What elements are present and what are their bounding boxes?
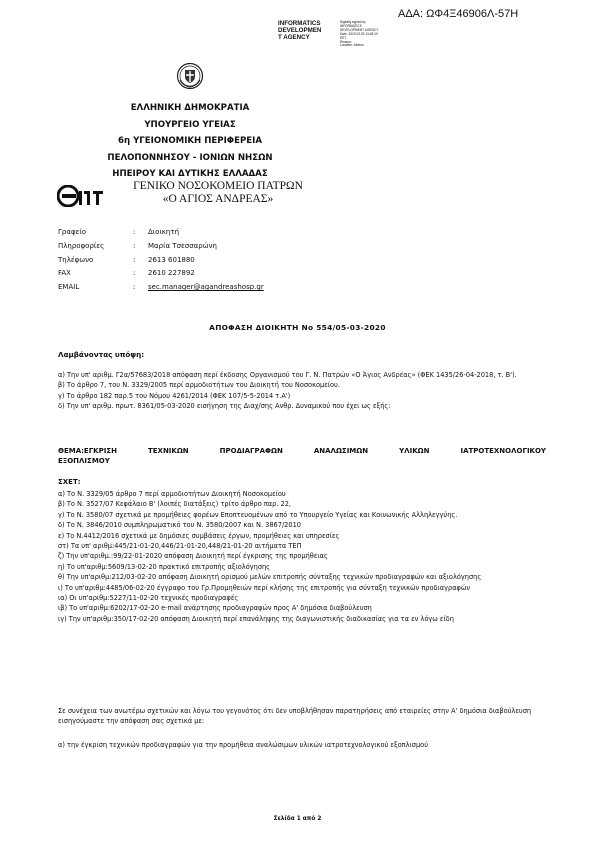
list-item: δ) Το Ν. 3846/2010 συμπληρωματικό του Ν. 3580/2007 και Ν. 3867/2010 — [58, 521, 301, 530]
list-item: γ) Το άρθρο 182 παρ.5 του Νόμου 4261/2014 (ΦΕΚ 107/5-5-2014 τ.Α') — [58, 391, 291, 400]
contact-info — [58, 226, 264, 295]
republic-header: ΕΛΛΗΝΙΚΗ ΔΗΜΟΚΡΑΤΙΑ ΥΠΟΥΡΓΕΙΟ ΥΓΕΙΑΣ 6η ΥΓΕΙΟΝΟΜΙΚΗ ΠΕΡΙΦΕΡΕΙΑ ΠΕΛΟΠΟΝΝΗΣΟΥ - ΙΟΝΙΩΝ ΝΗΣΩΝ ΗΠΕΙΡΟΥ ΚΑΙ ΔΥΤΙΚΗΣ ΕΛΛΑΔΑΣ — [107, 103, 273, 179]
list-item: ια) Οι υπ'αριθμ:5227/11-02-20 τεχνικές προδιαγραφές — [58, 594, 239, 603]
page-footer: Σελίδα 1 από 2 — [273, 816, 322, 822]
list-item: β) Το άρθρο 7, του Ν. 3329/2005 περί αρμοδιοτήτων του Διοικητή του Νοσοκομείου. — [58, 381, 340, 390]
considerations-list — [58, 370, 546, 411]
email-link[interactable]: sec.manager@agandreashosp.gr — [148, 283, 264, 292]
list-item: γ) Το Ν. 3580/07 σχετικά με προμήθειες φορέων Εποπτευομένων από το Υπουργείο Υγείας και Κοινωνικής Αλληλεγγύης. — [58, 510, 458, 519]
greek-emblem-icon — [176, 62, 204, 90]
list-item: ε) Το Ν.4412/2016 σχετικά με δημόσιες συμβάσεις έργων, προμήθειες και υπηρεσίες — [58, 531, 340, 540]
decision-title: ΑΠΟΦΑΣΗ ΔΙΟΙΚΗΤΗ Νο 554/05-03-2020 — [209, 323, 386, 332]
item-a: α) την έγκριση τεχνικών προδιαγραφών για την προμήθεια αναλώσιμων υλικών ιατροτεχνολογικού εξοπλισμού — [58, 741, 429, 749]
list-item: ζ) Την υπ'αριθμ.:99/22-01-2020 απόφαση Διοικητή περί έγκρισης της προμήθειας — [58, 552, 328, 561]
list-item: ι) Το υπ'αριθμ:4485/06-02-20 έγγραφο του Γρ.Προμηθειών περί κλήσης της επιτροπής για σύνταξη τεχνικών προδιαγραφών — [58, 583, 471, 592]
contact-row-info: Πληροφορίες : Μαρία Τσεσσαρώνη — [58, 241, 217, 250]
references-list — [58, 489, 548, 624]
list-item: α) Το Ν. 3329/05 άρθρο 7 περί αρμοδιοτήτων Διοικητή Νοσοκομείου — [58, 490, 286, 498]
list-item: η) Το υπ'αριθμ:5609/13-02-20 πρακτικό επιτροπής αξιολόγησης — [58, 562, 271, 571]
diavgeia-signature-details: Digitally signed by INFORMATICS DEVELOPMENT AGENCY Date: 2020.03.05 13:48:19 EET Reason: Location: Athens — [340, 20, 379, 48]
list-item: δ) Την υπ' αριθμ. πρωτ. 8361/05-03-2020 εισήγηση της Διαχ/σης Ανθρ. Δυναμικού που έχει ως εξής: — [58, 401, 391, 410]
related-heading: ΣΧΕΤ: — [58, 478, 81, 486]
hospital-name: ΓΕΝΙΚΟ ΝΟΣΟΚΟΜΕΙΟ ΠΑΤΡΩΝ «Ο ΑΓΙΟΣ ΑΝΔΡΕΑΣ» — [133, 180, 303, 205]
list-item: στ) Τα υπ' αριθμ:445/21-01-20,446/21-01-20,448/21-01-20 αιτήματα ΤΕΠ — [58, 542, 302, 551]
list-item: ιγ) Την υπ'αριθμ:350/17-02-20 απόφαση Διοικητή περί επανάληψης της διαγωνιστικής διαδικασίας για τα εν λόγω είδη — [58, 614, 454, 623]
list-item: β) Το Ν. 3527/07 Κεφάλαιο Β' (λοιπές διατάξεις) τρίτο άρθρο παρ. 22, — [58, 500, 291, 509]
contact-row-email: EMAIL : sec.manager@agandreashosp.gr — [58, 281, 264, 295]
diavgeia-signature: INFORMATICS DEVELOPMEN T AGENCY — [278, 20, 322, 41]
hospital-logo-icon — [57, 185, 107, 207]
conclusion-paragraph: Σε συνέχεια των ανωτέρω σχετικών και λόγω του γεγονότος ότι δεν υποβλήθησαν παρατηρήσεις από εταιρείες στην Α' δημόσια διαβούλευση εισηγούμαστε την απόφαση σας σχετικά με: — [58, 707, 532, 726]
list-item: ιβ) Το υπ'αριθμ:6202/17-02-20 e-mail ανάρτησης προδιαγραφών προς Α' δημόσια διαβούλευση — [58, 604, 372, 613]
list-item: θ) Την υπ'αριθμ:212/03-02-20 απόφαση Διοικητή ορισμού μελών επιτροπής σύνταξης τεχνικών προδιαγραφών και αξιολόγησης — [58, 573, 482, 582]
list-item: α) Την υπ' αριθμ. Γ2α/57683/2018 απόφαση περί έκδοσης Οργανισμού του Γ. Ν. Πατρών «Ο Άγιος Ανδρέας» (ΦΕΚ 1435/26-04-2018, τ. Β'). — [58, 371, 517, 379]
ada-code: ΑΔΑ: ΩΦ4Ξ46906Λ-57Η — [398, 8, 519, 20]
subject-heading: ΘΕΜΑ:ΕΓΚΡΙΣΗ ΤΕΧΝΙΚΩΝ ΠΡΟΔΙΑΓΡΑΦΩΝ ΑΝΑΛΩΣΙΜΩΝ ΥΛΙΚΩΝ ΙΑΤΡΟΤΕΧΝΟΛΟΓΙΚΟΥ ΕΞΟΠΛΙΣΜΟΥ — [58, 447, 546, 465]
contact-row-office: Γραφείο : Διοικητή — [58, 228, 180, 236]
contact-row-fax: FAX : 2610 227892 — [58, 269, 195, 278]
contact-row-phone: Τηλέφωνο : 2613 601880 — [58, 255, 195, 264]
considering-heading: Λαμβάνοντας υπόψη: — [58, 350, 145, 359]
